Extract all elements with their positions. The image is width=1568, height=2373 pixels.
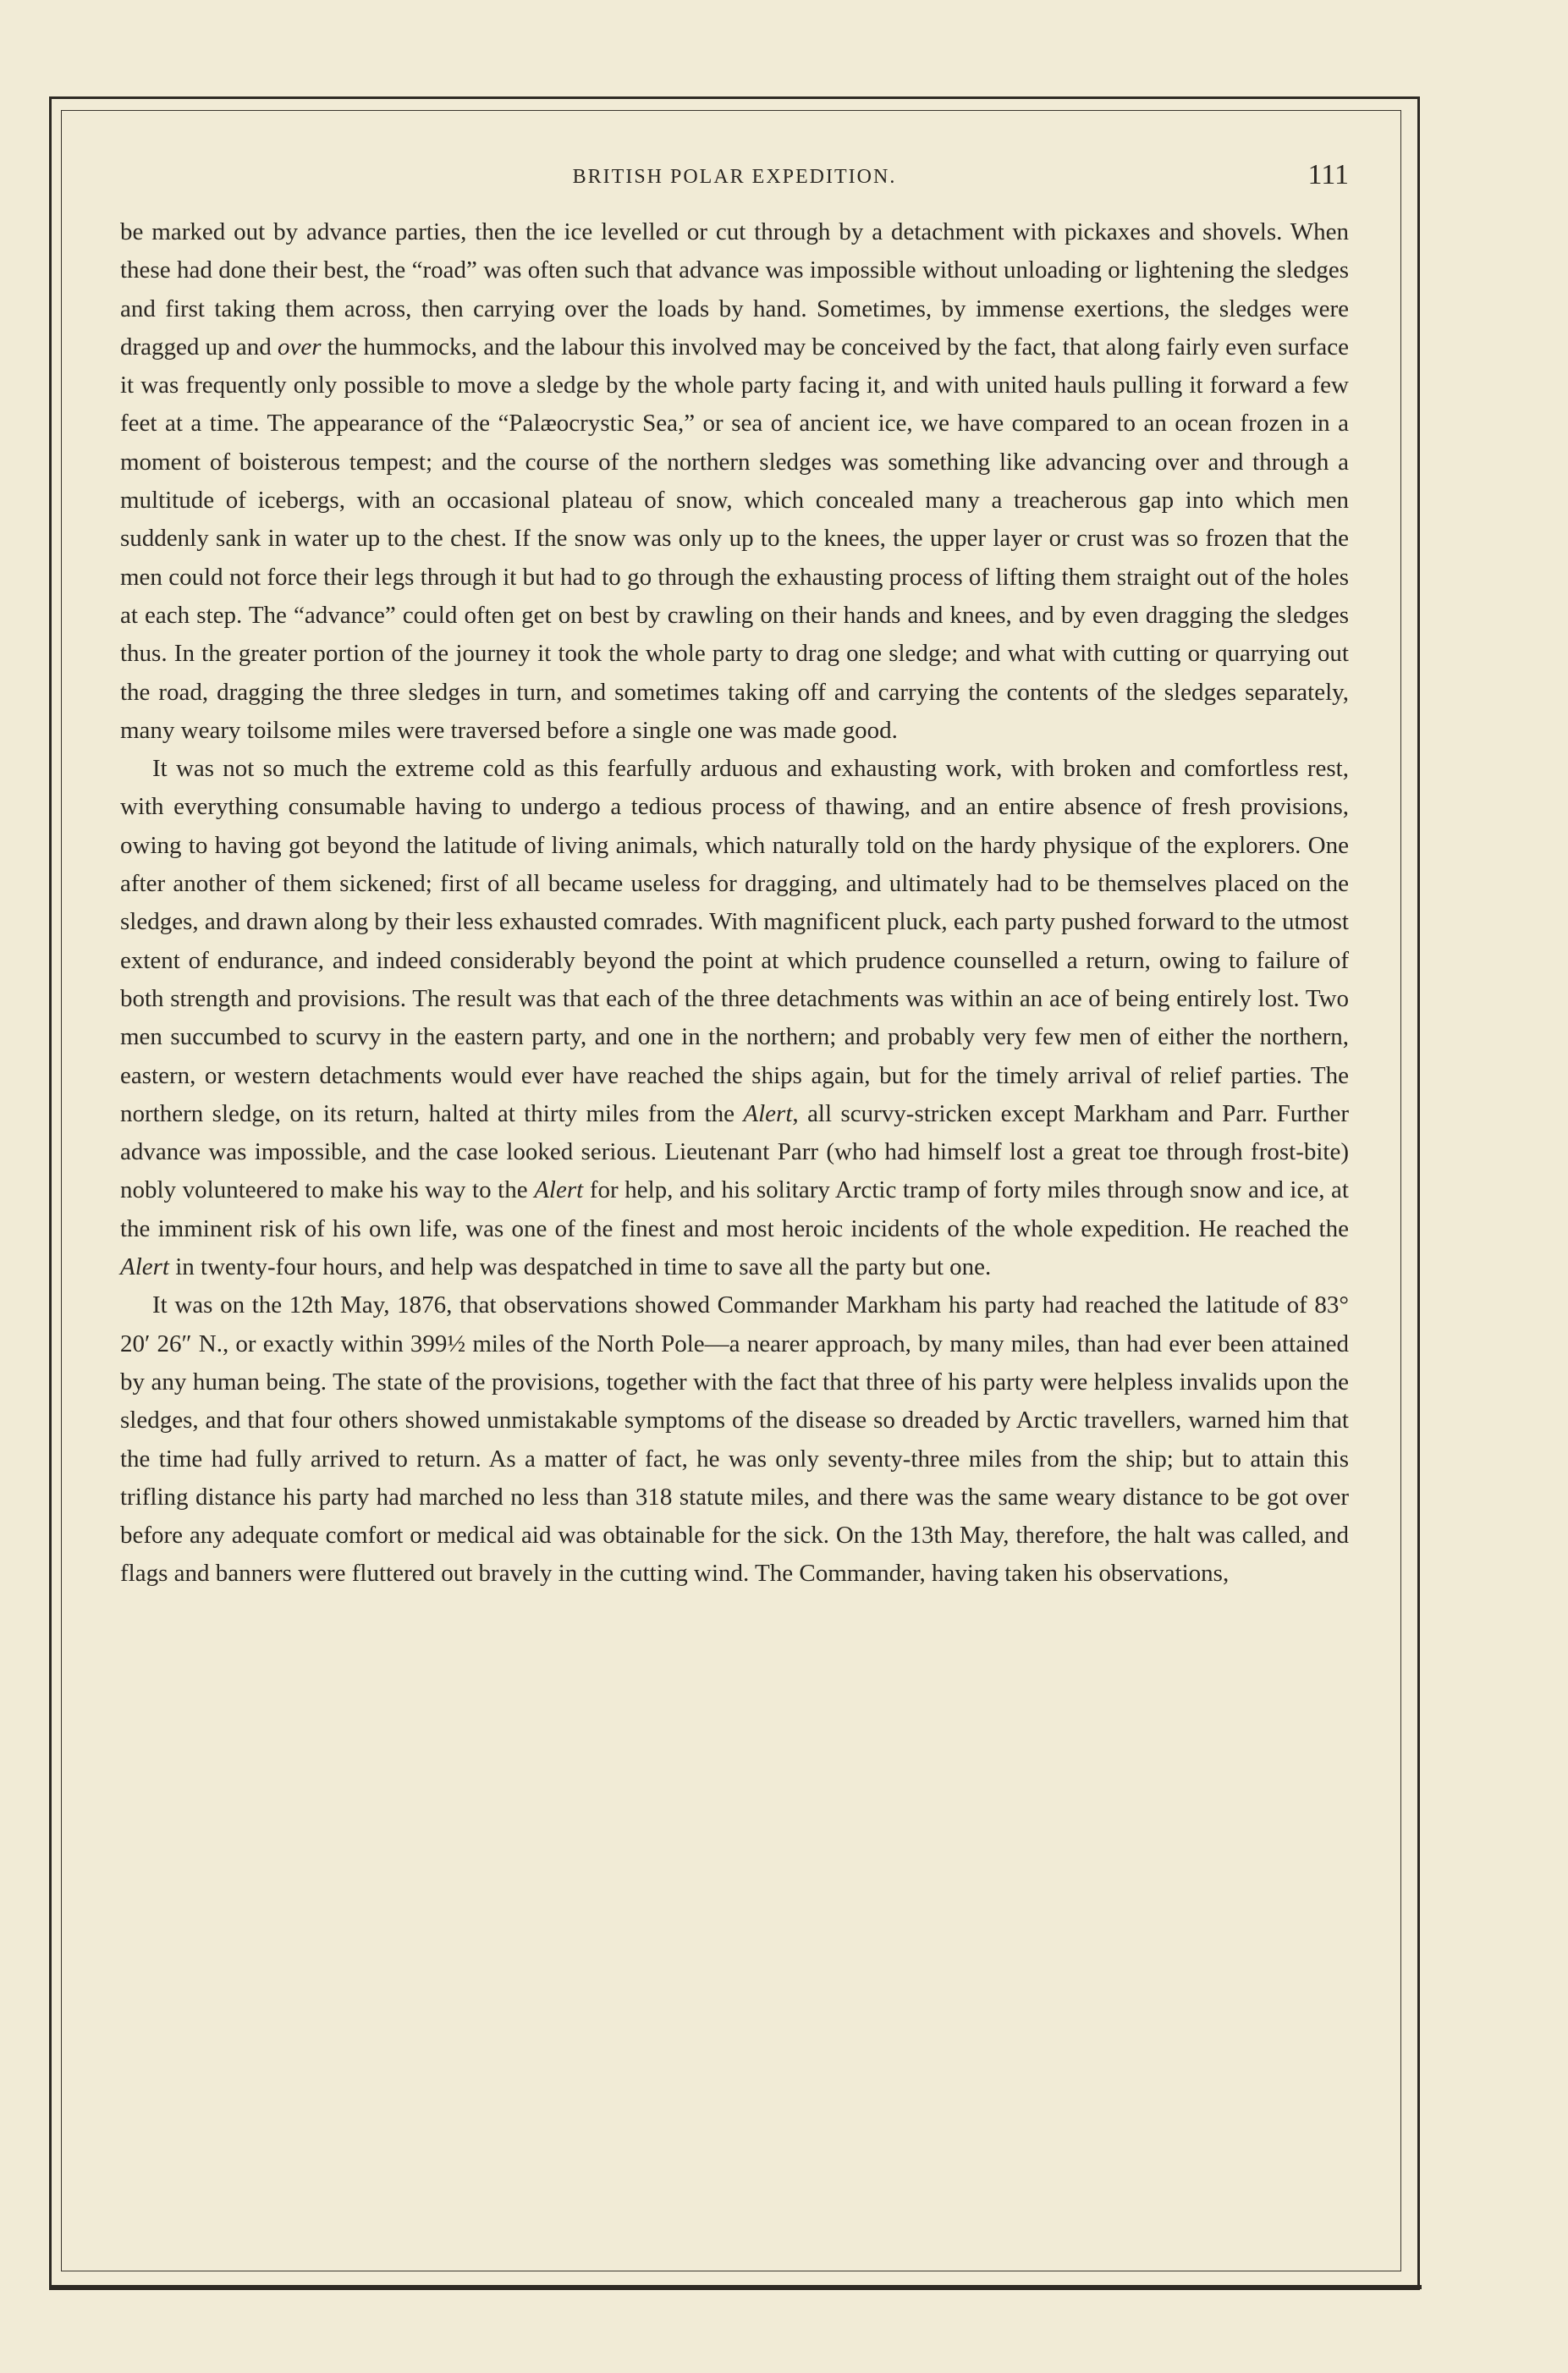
- paragraph-3: [120, 1286, 1349, 1593]
- paragraph-1: [120, 213, 1349, 750]
- running-title: BRITISH POLAR EXPEDITION.: [572, 166, 897, 188]
- ship-name-alert: Alert: [120, 1253, 169, 1281]
- paragraph-text: for help, and his solitary Arctic tramp of forty miles through snow and ice, at the imminent risk of his own life, was one of the finest and most heroic incidents of the whole expedition. He reached the: [120, 1176, 1349, 1242]
- paragraph-text: It was on the 12th May, 1876, that observations showed Commander Markham his party had reached the latitude of 83° 20′ 26″ N., or exactly within 399½ miles of the North Pole—a nearer approach, by many miles, than had ever been attained by any human being. The state of the provisions, together with the fact that three of his party were helpless invalids upon the sledges, and that four others showed unmistakable symptoms of the disease so dreaded by Arctic travellers, warned him that the time had fully arrived to return. As a matter of fact, he was only seventy-three miles from the ship; but to attain this trifling distance his party had marched no less than 318 statute miles, and there was the same weary distance to be got over before any adequate comfort or medical aid was obtainable for the sick. On the 13th May, therefore, the halt was called, and flags and banners were fluttered out bravely in the cutting wind. The Commander, having taken his observations,: [120, 1291, 1349, 1588]
- paragraph-text: , all scurvy-stricken except Markham and Parr. Further advance was impossible, and the case looked serious. Lieutenant Parr (who had himself lost a great toe through frost-bite) nobly volunteered to make his way to the: [120, 1099, 1349, 1204]
- emphasis-over: over: [278, 333, 322, 361]
- ship-name-alert: Alert: [534, 1176, 584, 1204]
- paragraph-text: be marked out by advance parties, then the ice levelled or cut through by a detachment with pickaxes and shovels. When these had done their best, the “road” was often such that advance was impossible without unloading or lightening the sledges and first taking them across, then carrying over the loads by hand. Sometimes, by immense exertions, the sledges were dragged up and: [120, 218, 1349, 361]
- paragraph-text: in twenty-four hours, and help was despatched in time to save all the party but one.: [169, 1253, 992, 1281]
- paragraph-2: [120, 750, 1349, 1286]
- book-page: [120, 152, 1349, 1594]
- page-number: 111: [1307, 159, 1349, 190]
- paragraph-text: the hummocks, and the labour this involved may be conceived by the fact, that along fairly even surface it was frequently only possible to move a sledge by the whole party facing it, and with united hauls pulling it forward a few feet at a time. The appearance of the “Palæocrystic Sea,” or sea of ancient ice, we have compared to an ocean frozen in a moment of boisterous tempest; and the course of the northern sledges was something like advancing over and through a multitude of icebergs, with an occasional plateau of snow, which concealed many a treacherous gap into which men suddenly sank in water up to the chest. If the snow was only up to the knees, the upper layer or crust was so frozen that the men could not force their legs through it but had to go through the exhausting process of lifting them straight out of the holes at each step. The “advance” could often get on best by crawling on their hands and knees, and by even dragging the sledges thus. In the greater portion of the journey it took the whole party to drag one sledge; and what with cutting or quarrying out the road, dragging the three sledges in turn, and sometimes taking off and carrying the contents of the sledges separately, many weary toilsome miles were traversed before a single one was made good.: [120, 333, 1349, 744]
- paragraph-text: It was not so much the extreme cold as this fearfully arduous and exhausting work, with broken and comfortless rest, with everything consumable having to undergo a tedious process of thawing, and an entire absence of fresh provisions, owing to having got beyond the latitude of living animals, which naturally told on the hardy physique of the explorers. One after another of them sickened; first of all became useless for dragging, and ultimately had to be themselves placed on the sledges, and drawn along by their less exhausted comrades. With magnificent pluck, each party pushed forward to the utmost extent of endurance, and indeed considerably beyond the point at which prudence counselled a return, owing to failure of both strength and provisions. The result was that each of the three detachments was within an ace of being entirely lost. Two men succumbed to scurvy in the eastern party, and one in the northern; and probably very few men of either the northern, eastern, or western detachments would ever have reached the ships again, but for the timely arrival of relief parties. The northern sledge, on its return, halted at thirty miles from the: [120, 755, 1349, 1127]
- ship-name-alert: Alert: [743, 1099, 793, 1127]
- running-head: [120, 152, 1349, 213]
- page-border-bottom-rule: [51, 2285, 1422, 2289]
